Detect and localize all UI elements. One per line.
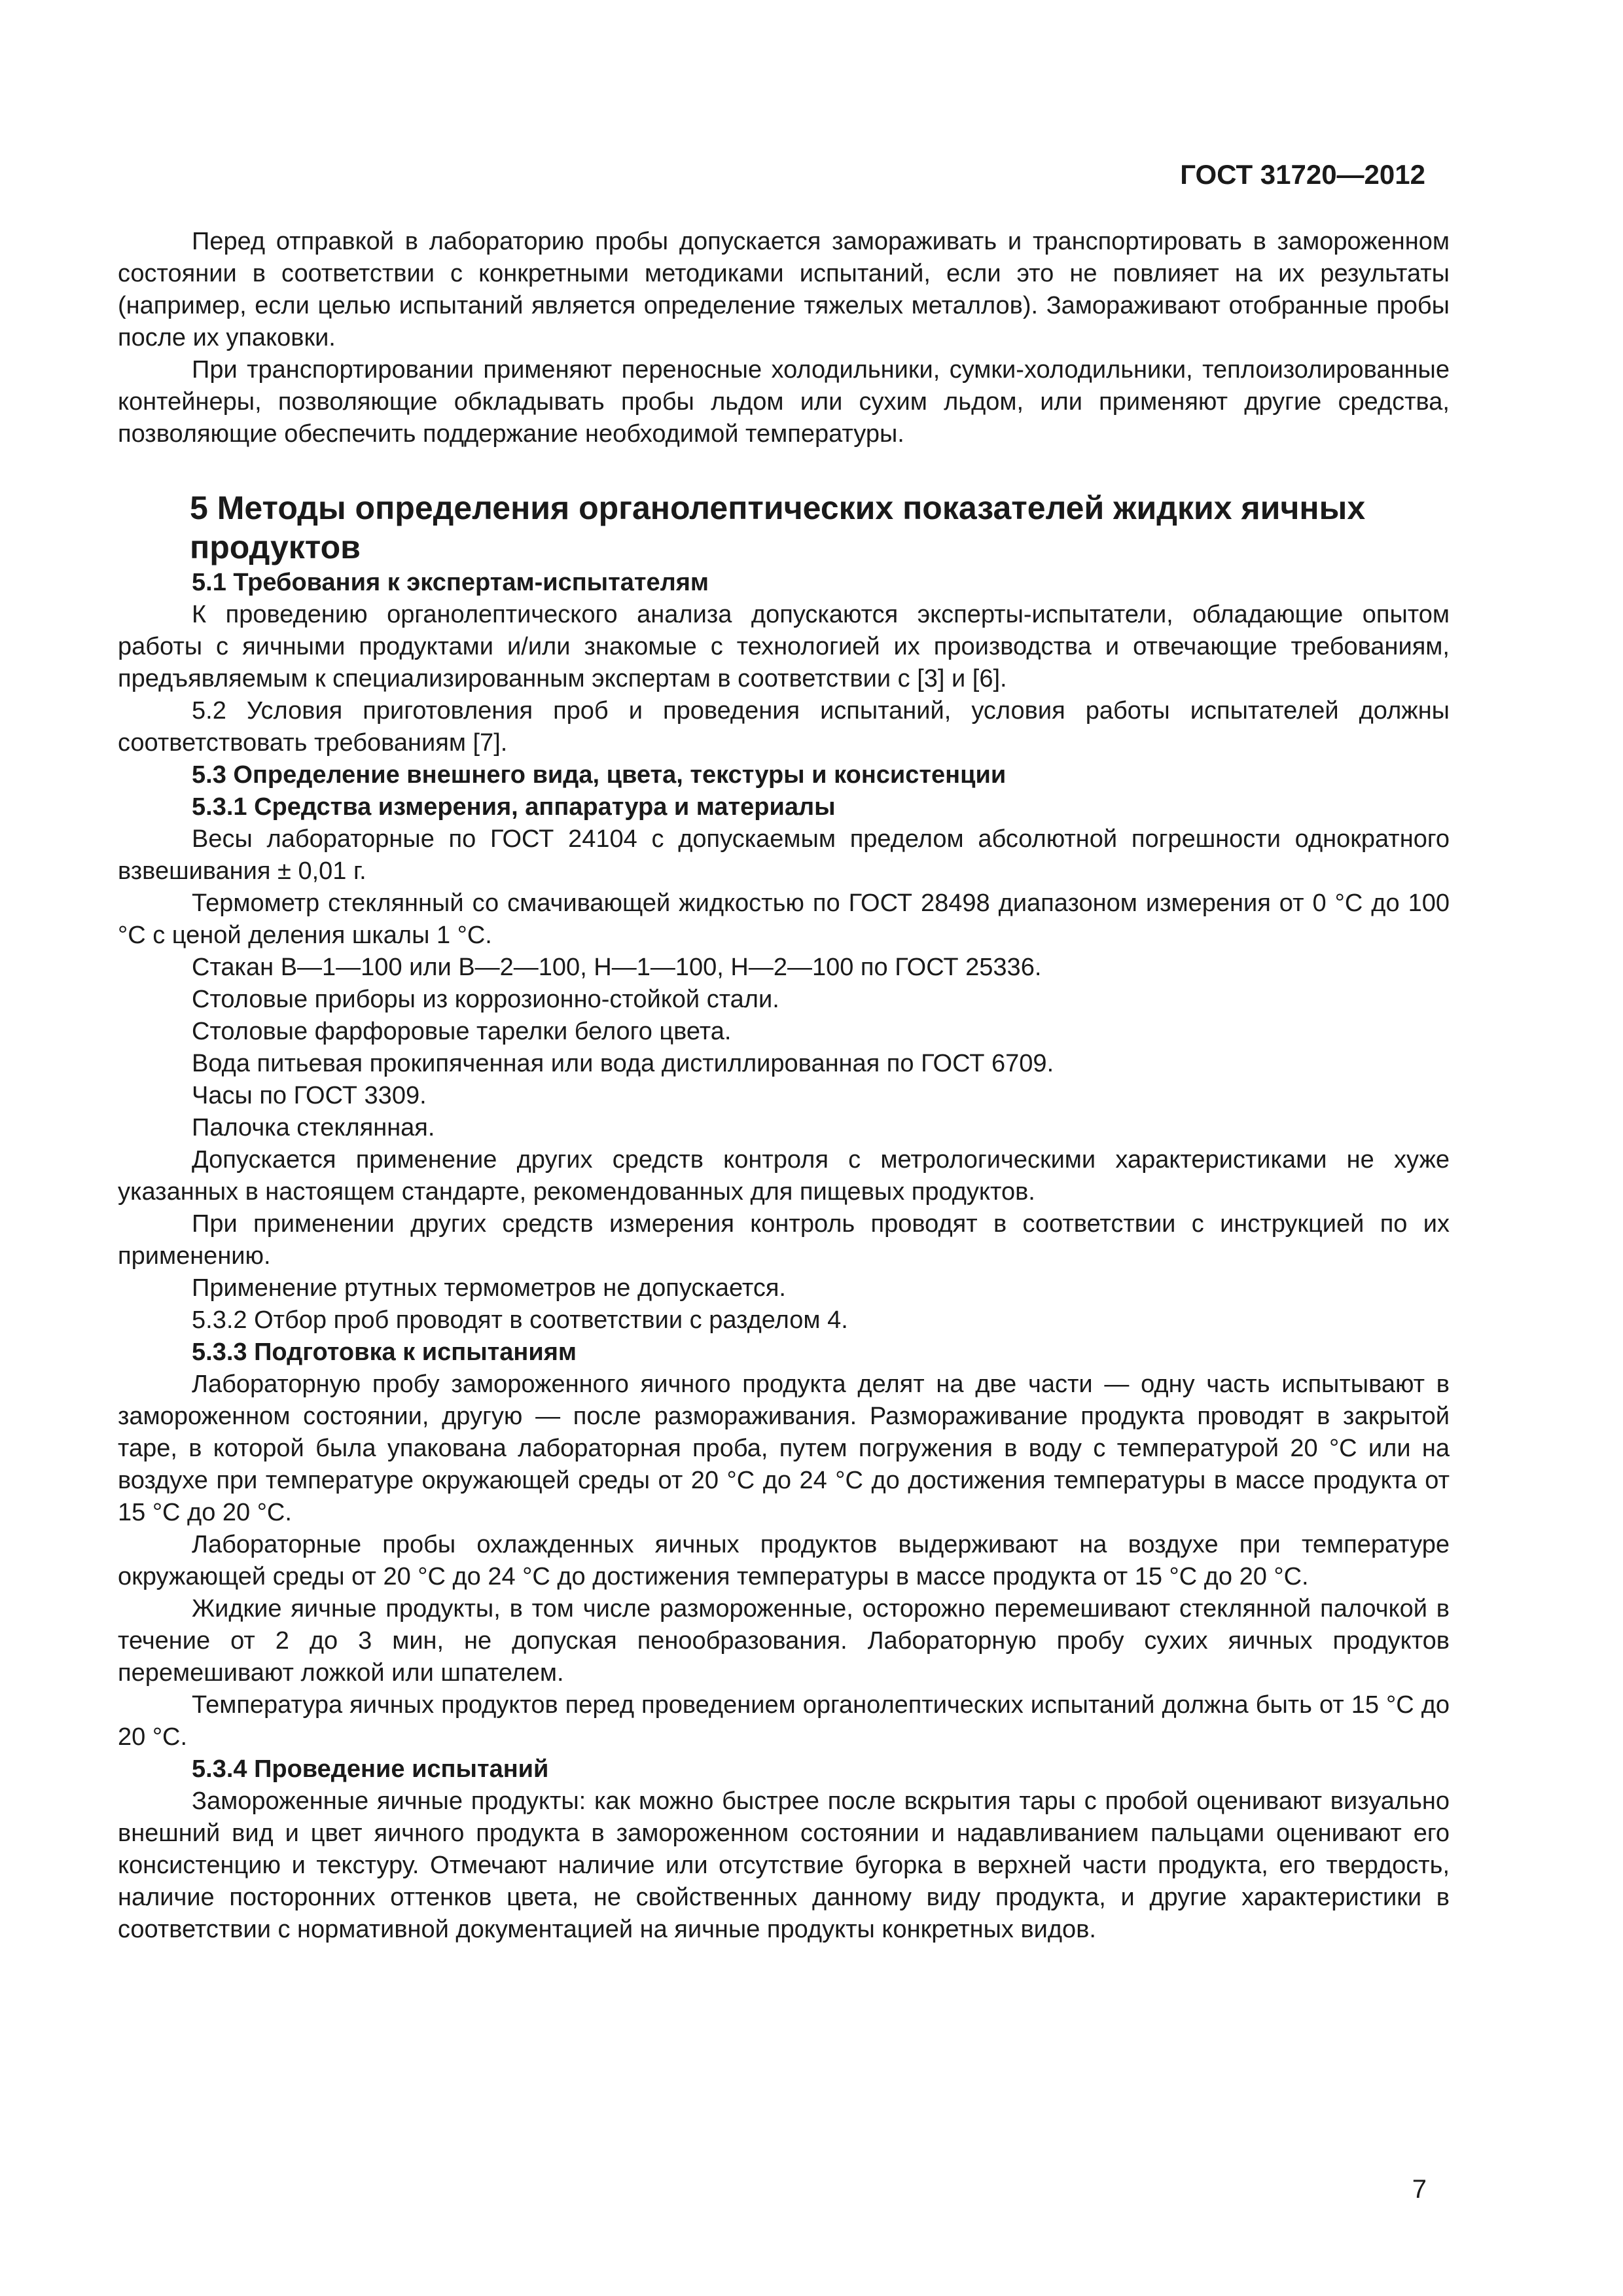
list-item: Столовые приборы из коррозионно-стойкой стали. — [192, 986, 779, 1013]
paragraph: При транспортировании применяют переносные холодильники, сумки-холодильники, теплоизолированные контейнеры, позволяющие обкладывать пробы льдом или сухим льдом, или применяют другие средства, позволяющие обеспечить поддержание необходимой температуры. — [118, 356, 1450, 448]
section-5-3-2-paragraph: 5.3.2 Отбор проб проводят в соответствии с разделом 4. — [192, 1306, 848, 1334]
page-number: 7 — [1412, 2175, 1427, 2204]
list-item: При применении других средств измерения контроль проводят в соответствии с инструкцией по их применению. — [118, 1210, 1450, 1270]
section-5-1-heading: 5.1 Требования к экспертам-испытателям — [192, 569, 709, 596]
document-code: ГОСТ 31720—2012 — [1180, 159, 1425, 190]
list-item: Допускается применение других средств контроля с метрологическими характеристиками не хуже указанных в настоящем стандарте, рекомендованных для пищевых продуктов. — [118, 1146, 1450, 1206]
section-5-title: 5 Методы определения органолептических показателей жидких яичных продуктов — [190, 490, 1366, 565]
section-5-3-heading: 5.3 Определение внешнего вида, цвета, текстуры и консистенции — [192, 761, 1007, 789]
list-item: Палочка стеклянная. — [192, 1114, 435, 1141]
section-5-3-4-heading: 5.3.4 Проведение испытаний — [192, 1755, 549, 1783]
list-item: Вода питьевая прокипяченная или вода дистиллированная по ГОСТ 6709. — [192, 1050, 1054, 1077]
paragraph: Температура яичных продуктов перед проведением органолептических испытаний должна быть от 15 °С до 20 °С. — [118, 1691, 1450, 1751]
paragraph: К проведению органолептического анализа допускаются эксперты-испытатели, обладающие опытом работы с яичными продуктами и/или знакомые с технологией их производства и отвечающие требованиям, предъявляемым к специализированным экспертам в соответствии с [3] и [6]. — [118, 601, 1450, 692]
list-item: Стакан В—1—100 или В—2—100, Н—1—100, Н—2—100 по ГОСТ 25336. — [192, 954, 1042, 981]
section-5-3-1-heading: 5.3.1 Средства измерения, аппаратура и материалы — [192, 793, 836, 821]
page-content — [118, 226, 1450, 1946]
section-5-3-3-heading: 5.3.3 Подготовка к испытаниям — [192, 1338, 577, 1366]
list-item: Столовые фарфоровые тарелки белого цвета. — [192, 1018, 732, 1045]
list-item: Весы лабораторные по ГОСТ 24104 с допускаемым пределом абсолютной погрешности однократного взвешивания ± 0,01 г. — [118, 825, 1450, 885]
list-item: Термометр стеклянный со смачивающей жидкостью по ГОСТ 28498 диапазоном измерения от 0 °С до 100 °С с ценой деления шкалы 1 °С. — [118, 889, 1450, 949]
paragraph: Лабораторную пробу замороженного яичного продукта делят на две части — одну часть испытывают в замороженном состоянии, другую — после размораживания. Размораживание продукта проводят в закрытой таре, в которой была упакована лабораторная проба, путем погружения в воду с температурой 20 °С или на воздухе при температуре окружающей среды от 20 °С до 24 °С до достижения температуры в массе продукта от 15 °С до 20 °С. — [118, 1371, 1450, 1526]
list-item: Применение ртутных термометров не допускается. — [192, 1274, 786, 1302]
paragraph: Лабораторные пробы охлажденных яичных продуктов выдерживают на воздухе при температуре окружающей среды от 20 °С до 24 °С до достижения температуры в массе продукта от 15 °С до 20 °С. — [118, 1531, 1450, 1590]
section-5-2-paragraph: 5.2 Условия приготовления проб и проведения испытаний, условия работы испытателей должны соответствовать требованиям [7]. — [118, 697, 1450, 757]
paragraph: Замороженные яичные продукты: как можно быстрее после вскрытия тары с пробой оценивают визуально внешний вид и цвет яичного продукта в замороженном состоянии и надавливанием пальцами оценивают его консистенцию и текстуру. Отмечают наличие или отсутствие бугорка в верхней части продукта, его твердость, наличие посторонних оттенков цвета, не свойственных данному виду продукта, и другие характеристики в соответствии с нормативной документацией на яичные продукты конкретных видов. — [118, 1787, 1450, 1943]
list-item: Часы по ГОСТ 3309. — [192, 1082, 427, 1109]
paragraph: Жидкие яичные продукты, в том числе размороженные, осторожно перемешивают стеклянной палочкой в течение от 2 до 3 мин, не допуская пенообразования. Лабораторную пробу сухих яичных продуктов перемешивают ложкой или шпателем. — [118, 1595, 1450, 1687]
paragraph: Перед отправкой в лабораторию пробы допускается замораживать и транспортировать в замороженном состоянии в соответствии с конкретными методиками испытаний, если это не повлияет на их результаты (например, если целью испытаний является определение тяжелых металлов). Замораживают отобранные пробы после их упаковки. — [118, 228, 1450, 351]
